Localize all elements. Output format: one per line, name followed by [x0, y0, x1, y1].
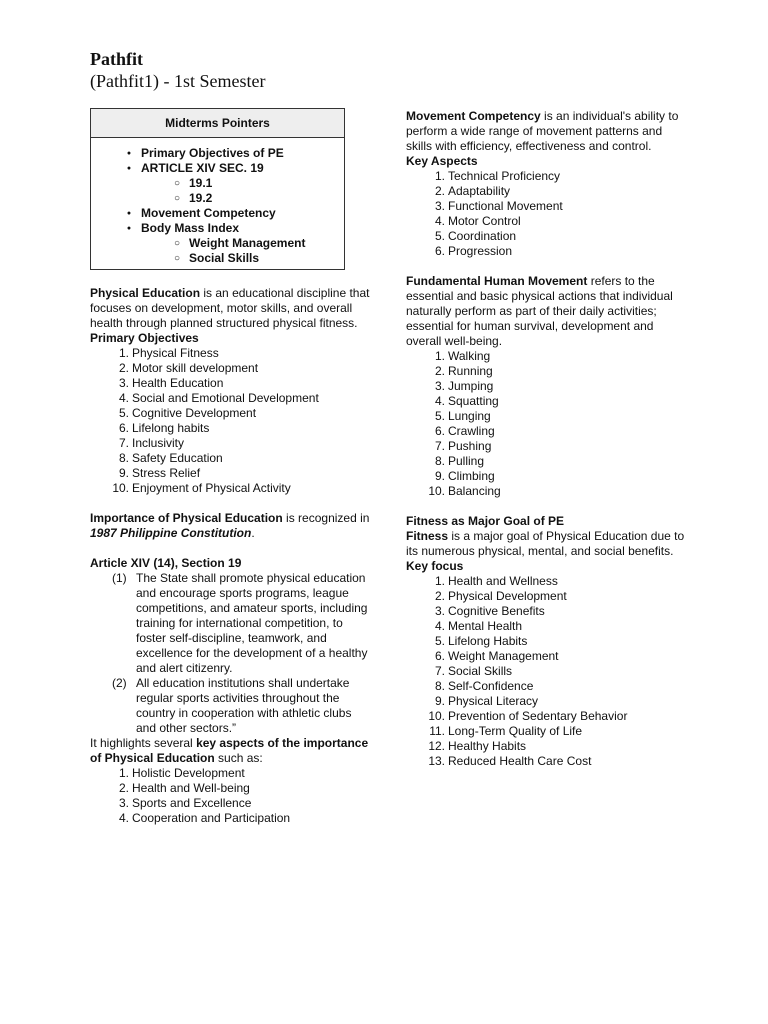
list-item-text: Crawling: [448, 424, 495, 438]
movement-definition-text: is an individual's ability to perform a wide range of movement patterns and skills with efficiency, effectiveness and control.: [406, 109, 679, 153]
pointer-item-text: Social Skills: [189, 251, 260, 265]
list-number: 9.: [434, 694, 445, 708]
bullet-icon: ●: [126, 150, 132, 157]
list-number: 6.: [434, 649, 445, 663]
pointer-item-text: ARTICLE XIV SEC. 19: [141, 161, 264, 175]
list-item: [406, 589, 686, 604]
list-item-text: Functional Movement: [448, 199, 563, 213]
list-item-text: Cognitive Development: [132, 406, 257, 420]
fundamental-term: Fundamental Human Movement: [406, 274, 588, 288]
list-number: 6.: [434, 244, 445, 258]
primary-objectives-list: [90, 346, 370, 496]
list-item: [90, 346, 370, 361]
list-item: [90, 571, 370, 676]
list-item-text: Self-Confidence: [448, 679, 534, 693]
movement-aspects-list: [406, 169, 686, 259]
list-item-text: Reduced Health Care Cost: [448, 754, 592, 768]
primary-objectives-heading: [90, 331, 370, 346]
left-column: [90, 286, 370, 826]
list-number: (2): [112, 676, 127, 690]
list-number: 9.: [118, 466, 129, 480]
movement-term: Movement Competency: [406, 109, 541, 123]
pointer-item: [91, 146, 344, 161]
fitness-heading-label: Fitness as Major Goal of PE: [406, 514, 565, 528]
list-item: [90, 436, 370, 451]
list-item-text: Healthy Habits: [448, 739, 527, 753]
pointer-item: [91, 191, 344, 206]
list-item: [406, 199, 686, 214]
midterms-pointers-heading: Midterms Pointers: [91, 109, 344, 138]
list-number: 1.: [118, 766, 129, 780]
list-item: [406, 424, 686, 439]
list-item-text: Lunging: [448, 409, 491, 423]
document-title: Pathfit: [90, 49, 143, 69]
list-number: 3.: [118, 376, 129, 390]
list-number: 7.: [434, 439, 445, 453]
article-heading-label: Article XIV (14), Section 19: [90, 556, 242, 570]
list-item-text: Mental Health: [448, 619, 523, 633]
pe-importance: [90, 511, 370, 541]
list-item: [90, 361, 370, 376]
list-number: 3.: [434, 604, 445, 618]
highlight-pre: It highlights several: [90, 736, 197, 750]
list-number: 6.: [434, 424, 445, 438]
list-number: 5.: [434, 634, 445, 648]
list-item-text: Inclusivity: [132, 436, 185, 450]
list-item: [406, 454, 686, 469]
key-focus-label: Key focus: [406, 559, 464, 573]
list-item: [406, 694, 686, 709]
list-item-text: Health and Wellness: [448, 574, 558, 588]
list-number: 3.: [118, 796, 129, 810]
list-item-text: Climbing: [448, 469, 495, 483]
article-clause-list: [90, 571, 370, 736]
pointer-item: [91, 161, 344, 176]
list-item-text: Running: [448, 364, 493, 378]
hollow-bullet-icon: ○: [173, 193, 181, 204]
list-item: [406, 349, 686, 364]
pe-importance-mid: is recognized in: [282, 511, 370, 525]
pointer-item: [91, 176, 344, 191]
list-number: 10.: [428, 709, 445, 723]
list-item: [406, 169, 686, 184]
list-item: [406, 379, 686, 394]
pe-term: Physical Education: [90, 286, 201, 300]
list-item: [406, 739, 686, 754]
right-column: [406, 109, 686, 769]
list-item: [406, 679, 686, 694]
list-number: 2.: [434, 589, 445, 603]
hollow-bullet-icon: ○: [173, 178, 181, 189]
list-number: 13.: [428, 754, 445, 768]
list-item: [406, 484, 686, 499]
list-item-text: Lifelong Habits: [448, 634, 528, 648]
list-item-text: Walking: [448, 349, 491, 363]
list-item-text: Motor Control: [448, 214, 521, 228]
list-number: 2.: [434, 364, 445, 378]
highlight-bold: key aspects of the importance of Physical Education: [90, 736, 369, 765]
list-item: [406, 364, 686, 379]
list-item-text: Prevention of Sedentary Behavior: [448, 709, 628, 723]
list-item-text: Physical Fitness: [132, 346, 219, 360]
list-number: 5.: [118, 406, 129, 420]
list-number: 5.: [434, 229, 445, 243]
list-item-text: Health and Well-being: [132, 781, 250, 795]
list-item: [406, 664, 686, 679]
list-number: 8.: [118, 451, 129, 465]
list-item-text: Coordination: [448, 229, 517, 243]
fitness-focus-list: [406, 574, 686, 769]
list-number: 7.: [434, 664, 445, 678]
list-item-text: Adaptability: [448, 184, 511, 198]
hollow-bullet-icon: ○: [173, 253, 181, 264]
list-item: [90, 781, 370, 796]
list-number: 10.: [112, 481, 129, 495]
list-item: [90, 406, 370, 421]
list-item-text: Pushing: [448, 439, 492, 453]
list-item: [90, 811, 370, 826]
list-number: 6.: [118, 421, 129, 435]
fundamental-definition: [406, 274, 686, 349]
list-item-text: Lifelong habits: [132, 421, 210, 435]
fundamental-movements-list: [406, 349, 686, 499]
primary-objectives-label: Primary Objectives: [90, 331, 199, 345]
pointer-item: [91, 251, 344, 266]
importance-aspects-list: [90, 766, 370, 826]
document-subtitle: (Pathfit1) - 1st Semester: [90, 71, 266, 91]
list-number: 5.: [434, 409, 445, 423]
list-number: 4.: [434, 394, 445, 408]
list-item: [90, 451, 370, 466]
pointer-item: [91, 236, 344, 251]
list-item-text: Pulling: [448, 454, 485, 468]
list-item: [406, 574, 686, 589]
list-item: [406, 244, 686, 259]
list-item-text: Progression: [448, 244, 513, 258]
list-number: 1.: [434, 349, 445, 363]
list-item: [406, 184, 686, 199]
list-item: [406, 619, 686, 634]
list-item-text: Safety Education: [132, 451, 223, 465]
list-number: 7.: [118, 436, 129, 450]
pe-importance-term: Importance of Physical Education: [90, 511, 283, 525]
list-item-text: Stress Relief: [132, 466, 201, 480]
list-number: 2.: [118, 781, 129, 795]
list-number: 4.: [118, 811, 129, 825]
list-item-text: Motor skill development: [132, 361, 259, 375]
bullet-icon: ●: [126, 225, 132, 232]
list-number: 8.: [434, 454, 445, 468]
pointer-item-text: Body Mass Index: [141, 221, 240, 235]
list-number: 3.: [434, 199, 445, 213]
list-item-text: Weight Management: [448, 649, 559, 663]
pointer-item: [91, 221, 344, 236]
pointer-item-text: Primary Objectives of PE: [141, 146, 284, 160]
highlight-sentence: [90, 736, 370, 766]
list-item: [406, 649, 686, 664]
list-number: 1.: [118, 346, 129, 360]
pointer-item-text: Movement Competency: [141, 206, 276, 220]
list-item-text: The State shall promote physical education and encourage sports programs, league competitions, and amateur sports, including training for international competition, to foster self-discipline, teamwork, and excellence for the development of a healthy and alert citizenry.: [136, 571, 368, 675]
list-item: [90, 796, 370, 811]
list-number: 10.: [428, 484, 445, 498]
list-item: [406, 634, 686, 649]
midterms-pointers-box: [90, 108, 345, 270]
pointer-item-text: Weight Management: [189, 236, 306, 250]
bullet-icon: ●: [126, 165, 132, 172]
list-item: [90, 676, 370, 736]
pointer-item: [91, 206, 344, 221]
list-item: [406, 439, 686, 454]
fitness-definition: [406, 529, 686, 559]
list-number: 3.: [434, 379, 445, 393]
list-number: 12.: [428, 739, 445, 753]
pe-definition: [90, 286, 370, 331]
list-number: 11.: [429, 724, 445, 738]
key-aspects-heading: [406, 154, 686, 169]
list-item: [406, 394, 686, 409]
list-number: 9.: [434, 469, 445, 483]
list-item-text: Technical Proficiency: [448, 169, 561, 183]
list-item-text: Squatting: [448, 394, 499, 408]
list-item-text: Cognitive Benefits: [448, 604, 545, 618]
list-item-text: Physical Development: [448, 589, 567, 603]
list-item: [406, 469, 686, 484]
list-number: 4.: [434, 214, 445, 228]
movement-definition: [406, 109, 686, 154]
list-item: [406, 709, 686, 724]
list-item-text: Cooperation and Participation: [132, 811, 291, 825]
fundamental-definition-text: refers to the essential and basic physical actions that individual naturally perform as part of their daily activities; essential for human survival, development and overall well-being.: [406, 274, 673, 348]
list-item-text: All education institutions shall undertake regular sports activities throughout the country in cooperation with athletic clubs and other sectors.”: [136, 676, 352, 735]
constitution-name: 1987 Philippine Constitution: [90, 526, 252, 540]
list-item-text: Holistic Development: [132, 766, 245, 780]
list-item: [90, 466, 370, 481]
list-number: 1.: [434, 169, 445, 183]
list-item: [90, 766, 370, 781]
list-item-text: Health Education: [132, 376, 224, 390]
pe-importance-period: .: [251, 526, 255, 540]
list-item: [90, 391, 370, 406]
key-focus-heading: [406, 559, 686, 574]
list-number: 2.: [118, 361, 129, 375]
fitness-heading: [406, 514, 686, 529]
list-number: (1): [112, 571, 127, 585]
list-number: 8.: [434, 679, 445, 693]
list-number: 4.: [118, 391, 129, 405]
list-item-text: Social Skills: [448, 664, 513, 678]
list-number: 1.: [434, 574, 445, 588]
pointer-item-text: 19.2: [189, 191, 213, 205]
list-item: [90, 376, 370, 391]
list-item-text: Sports and Excellence: [132, 796, 252, 810]
article-heading: [90, 556, 370, 571]
list-item: [406, 754, 686, 769]
list-item-text: Balancing: [448, 484, 501, 498]
pe-definition-text: is an educational discipline that focuses on development, motor skills, and overall health through planned structured physical fitness.: [90, 286, 370, 330]
hollow-bullet-icon: ○: [173, 238, 181, 249]
fitness-definition-text: is a major goal of Physical Education due to its numerous physical, mental, and social benefits.: [406, 529, 685, 558]
list-item: [406, 409, 686, 424]
list-item: [406, 724, 686, 739]
highlight-post: such as:: [214, 751, 263, 765]
list-item-text: Physical Literacy: [448, 694, 539, 708]
list-item-text: Jumping: [448, 379, 494, 393]
list-item: [90, 421, 370, 436]
list-item-text: Social and Emotional Development: [132, 391, 319, 405]
midterms-pointers-list: [91, 138, 344, 266]
list-number: 4.: [434, 619, 445, 633]
key-aspects-label: Key Aspects: [406, 154, 478, 168]
list-number: 2.: [434, 184, 445, 198]
list-item: [406, 214, 686, 229]
fitness-term: Fitness: [406, 529, 449, 543]
list-item: [406, 229, 686, 244]
list-item-text: Long-Term Quality of Life: [448, 724, 583, 738]
pointer-item-text: 19.1: [189, 176, 213, 190]
bullet-icon: ●: [126, 210, 132, 217]
list-item: [406, 604, 686, 619]
list-item-text: Enjoyment of Physical Activity: [132, 481, 291, 495]
list-item: [90, 481, 370, 496]
